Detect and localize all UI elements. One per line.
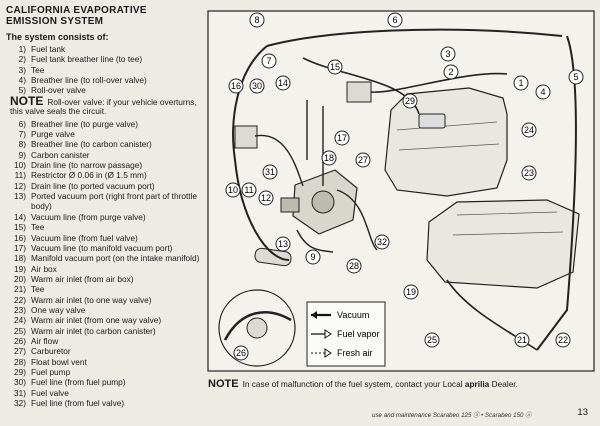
carb-bowl-shape <box>312 191 334 213</box>
svg-text:19: 19 <box>405 287 417 297</box>
list-item: 9) Carbon canister <box>18 149 90 160</box>
list-item: 31) Fuel valve <box>14 387 69 398</box>
callout-6 <box>388 13 402 27</box>
list-item: 21) Tee <box>14 284 45 295</box>
svg-text:26: 26 <box>235 348 247 358</box>
svg-text:22: 22 <box>557 335 569 345</box>
callout-29 <box>403 94 417 108</box>
list-item: 4) Breather line (to roll-over valve) <box>18 75 147 86</box>
list-item: 10) Drain line (to narrow passage) <box>14 160 143 171</box>
footnote-label: NOTE <box>208 378 239 390</box>
callout-2 <box>444 65 458 79</box>
callout-19 <box>404 285 418 299</box>
svg-text:25: 25 <box>426 335 438 345</box>
list-item: 7) Purge valve <box>18 129 75 140</box>
callout-30 <box>250 79 264 93</box>
page-footer: use and maintenance Scarabeo 125 ⓐ • Scarabeo 150 ⓐ <box>372 412 532 419</box>
callout-11 <box>242 183 256 197</box>
callout-23 <box>522 166 536 180</box>
list-item: 26) Air flow <box>14 335 59 346</box>
list-item: 16) Vacuum line (from fuel valve) <box>14 232 138 243</box>
callout-16 <box>229 79 243 93</box>
fuel-valve-shape <box>235 126 257 148</box>
svg-text:27: 27 <box>357 155 369 165</box>
svg-text:6: 6 <box>392 15 398 25</box>
page-number: 13 <box>577 407 588 418</box>
svg-text:4: 4 <box>540 87 546 97</box>
tank-cap-shape <box>419 114 445 128</box>
carb-intake-shape <box>281 198 299 212</box>
left-column <box>6 5 206 408</box>
list-item: 25) Warm air inlet (to carbon canister) <box>14 325 156 336</box>
callout-7 <box>262 54 276 68</box>
list-item: 23) One way valve <box>14 304 86 315</box>
footnote-end: Dealer. <box>491 379 518 389</box>
svg-text:9: 9 <box>310 252 316 262</box>
callout-32 <box>375 235 389 249</box>
brand-name: aprilia <box>464 379 490 389</box>
svg-text:1: 1 <box>518 78 524 88</box>
note-label: NOTE <box>10 93 44 108</box>
list-item: 8) Breather line (to carbon canister) <box>18 139 152 150</box>
callout-3 <box>441 47 455 61</box>
callout-14 <box>276 76 290 90</box>
list-item: 18) Manifold vacuum port (on the intake manifold) <box>14 253 200 264</box>
list-item: 28) Float bowl vent <box>14 356 87 367</box>
list-item: 29) Fuel pump <box>14 366 71 377</box>
subtitle: The system consists of: <box>6 32 109 42</box>
legend-vapor-label: Fuel vapor <box>337 329 380 339</box>
callout-22 <box>556 333 570 347</box>
list-item: 6) Breather line (to purge valve) <box>18 118 138 129</box>
callout-25 <box>425 333 439 347</box>
svg-text:13: 13 <box>277 239 289 249</box>
callout-24 <box>522 123 536 137</box>
list-item: 27) Carburetor <box>14 346 71 357</box>
list-item: 22) Warm air inlet (to one way valve) <box>14 294 152 305</box>
svg-text:29: 29 <box>404 96 416 106</box>
list-item: 5) Roll-over valve <box>18 85 86 96</box>
svg-text:30: 30 <box>251 81 263 91</box>
callout-17 <box>335 131 349 145</box>
svg-text:17: 17 <box>336 133 348 143</box>
svg-text:18: 18 <box>323 153 335 163</box>
svg-text:12: 12 <box>260 193 272 203</box>
callout-8 <box>250 13 264 27</box>
svg-text:24: 24 <box>523 125 535 135</box>
note-text: Roll-over valve: if your vehicle overturns, this valve seals the circuit. <box>10 96 197 117</box>
svg-text:5: 5 <box>573 72 579 82</box>
list-item: 20) Warm air inlet (from air box) <box>14 273 134 284</box>
footnote <box>208 378 518 390</box>
list-item: 1) Fuel tank <box>18 44 66 54</box>
list-item: 19) Air box <box>14 263 57 274</box>
svg-text:16: 16 <box>230 81 242 91</box>
list-item: 11) Restrictor Ø 0.06 in (Ø 1.5 mm) <box>14 170 147 181</box>
svg-text:32: 32 <box>376 237 388 247</box>
list-item: 13) Ported vacuum port (right front part of throttle body) <box>14 191 198 212</box>
svg-text:8: 8 <box>254 15 260 25</box>
svg-text:3: 3 <box>445 49 451 59</box>
callout-10 <box>226 183 240 197</box>
airbox-shape <box>427 200 579 288</box>
list-item: 12) Drain line (to ported vacuum port) <box>14 180 155 191</box>
legend-air-label: Fresh air <box>337 348 373 358</box>
inset-fitting <box>247 318 267 338</box>
callout-31 <box>263 165 277 179</box>
rollover-note <box>10 93 206 117</box>
svg-text:10: 10 <box>227 185 239 195</box>
callout-26 <box>234 346 248 360</box>
list-item: 24) Warm air inlet (from one way valve) <box>14 315 162 326</box>
list-item: 17) Vacuum line (to manifold vacuum port) <box>14 242 173 253</box>
svg-text:11: 11 <box>244 185 254 195</box>
svg-text:2: 2 <box>448 67 454 77</box>
callout-15 <box>328 60 342 74</box>
svg-text:15: 15 <box>329 62 341 72</box>
callout-4 <box>536 85 550 99</box>
diagram-svg <box>207 10 595 372</box>
list-item: 32) Fuel line (from fuel valve) <box>14 398 125 408</box>
parts-list <box>6 44 206 408</box>
list-item: 3) Tee <box>18 64 45 75</box>
callout-5 <box>569 70 583 84</box>
section-title: CALIFORNIA EVAPORATIVE EMISSION SYSTEM <box>6 5 147 27</box>
legend-vacuum-label: Vacuum <box>337 310 370 320</box>
list-item: 14) Vacuum line (from purge valve) <box>14 211 146 222</box>
footnote-text: In case of malfunction of the fuel system, contact your Local <box>242 379 463 389</box>
callout-12 <box>259 191 273 205</box>
svg-text:21: 21 <box>516 335 528 345</box>
svg-text:23: 23 <box>523 168 535 178</box>
callout-21 <box>515 333 529 347</box>
purge-valve-shape <box>347 82 371 102</box>
callout-28 <box>347 259 361 273</box>
callout-1 <box>514 76 528 90</box>
svg-text:14: 14 <box>277 78 289 88</box>
svg-text:28: 28 <box>348 261 360 271</box>
callout-9 <box>306 250 320 264</box>
list-item: 30) Fuel line (from fuel pump) <box>14 377 126 388</box>
callout-13 <box>276 237 290 251</box>
callout-18 <box>322 151 336 165</box>
evap-system-diagram <box>207 10 595 372</box>
list-item: 15) Tee <box>14 222 45 233</box>
svg-text:31: 31 <box>264 167 276 177</box>
svg-text:7: 7 <box>266 56 272 66</box>
callout-27 <box>356 153 370 167</box>
list-item: 2) Fuel tank breather line (to tee) <box>18 54 143 65</box>
